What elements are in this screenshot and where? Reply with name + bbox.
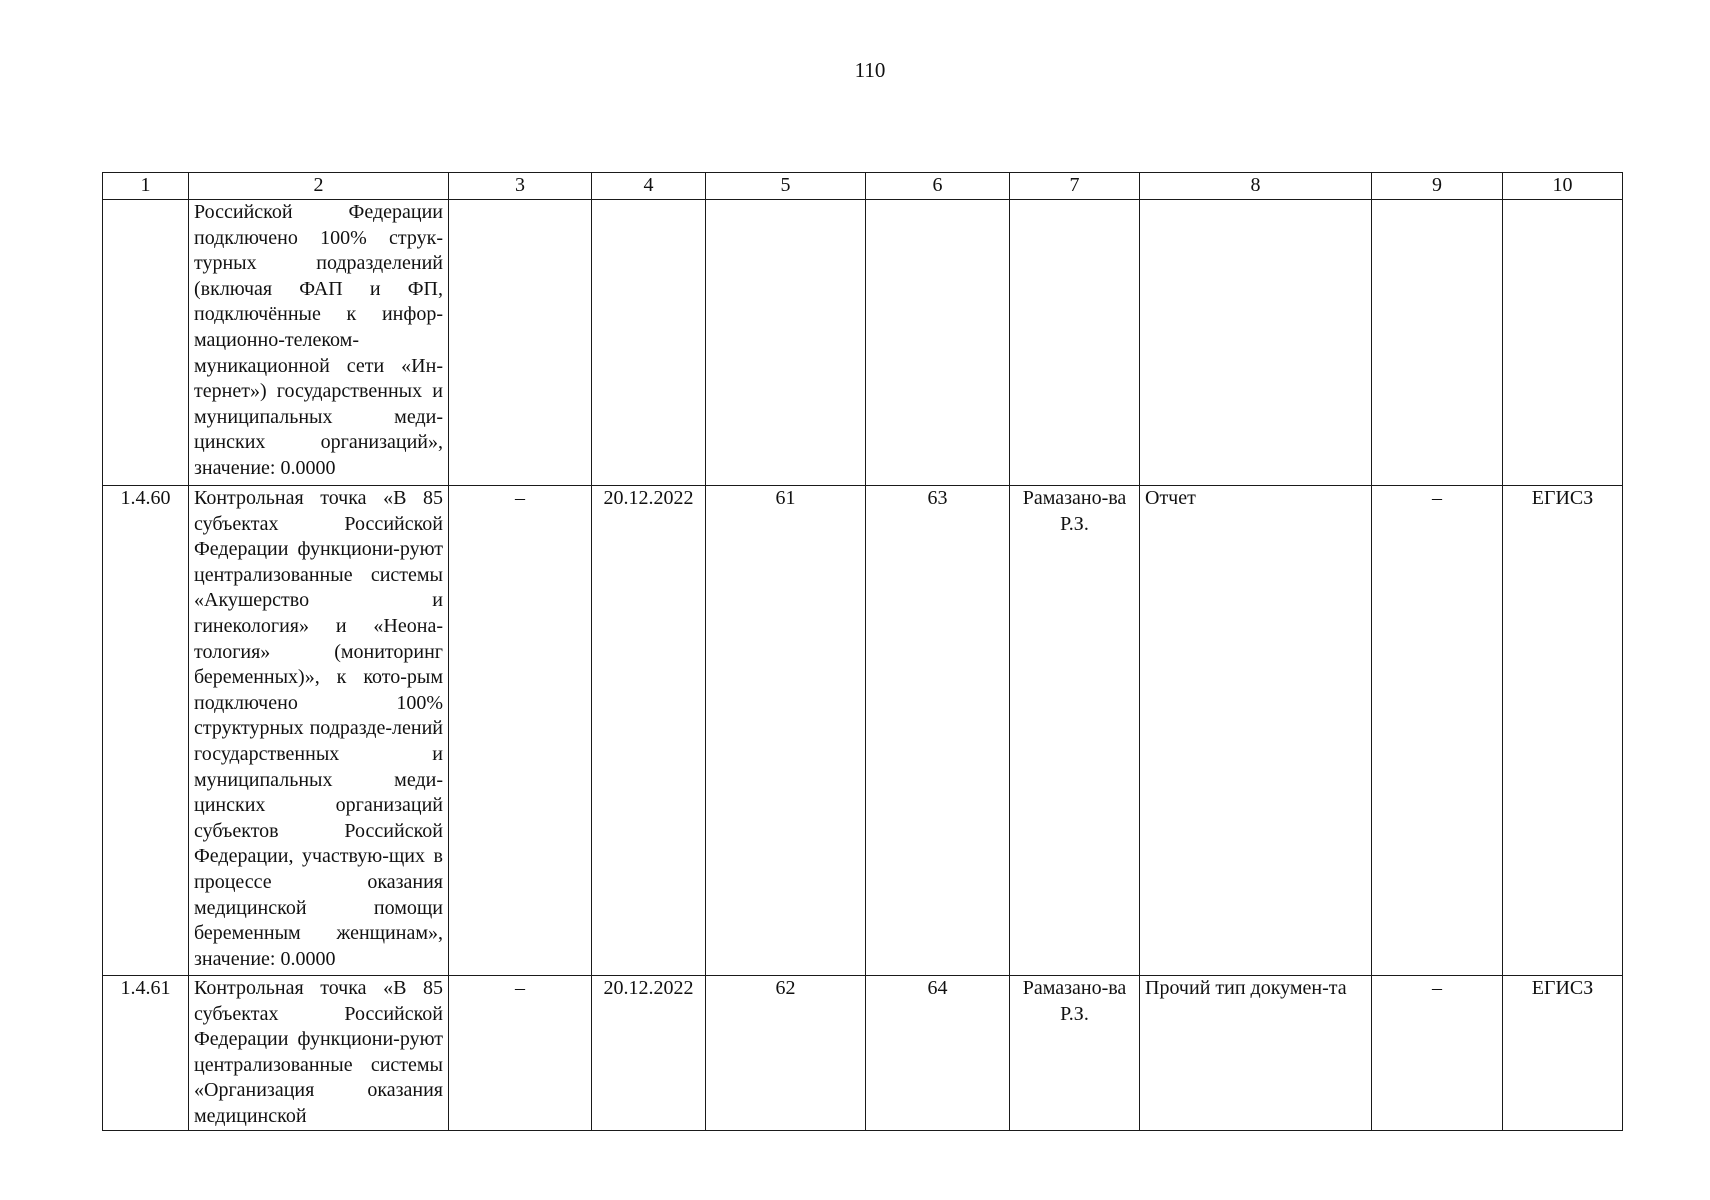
column-header-4: 4: [592, 173, 706, 200]
cell-col9: –: [1372, 976, 1503, 1131]
cell-col5: [706, 200, 866, 486]
cell-col3: –: [449, 976, 592, 1131]
table-row: [103, 976, 1623, 1131]
column-header-6: 6: [866, 173, 1010, 200]
cell-col6: [866, 200, 1010, 486]
cell-number: 1.4.61: [103, 976, 189, 1131]
cell-col9: –: [1372, 486, 1503, 976]
column-header-5: 5: [706, 173, 866, 200]
cell-system: [1503, 200, 1623, 486]
column-header-1: 1: [103, 173, 189, 200]
cell-description: Контрольная точка «В 85 субъектах Российской Федерации функциони-руют централизованные системы «Акушерство и гинекология» и «Неона-тология» (мониторинг беременных)», к кото-рым подключено 100% структурных подразде-лений государственных и муниципальных меди-цинских организаций субъектов Российской Федерации, участвую-щих в процессе оказания медицинской помощи беременным женщинам», значение: 0.0000: [189, 486, 449, 976]
table-header: [103, 173, 1623, 200]
cell-document-type: Отчет: [1140, 486, 1372, 976]
cell-date: [592, 200, 706, 486]
cell-system: ЕГИСЗ: [1503, 976, 1623, 1131]
column-header-2: 2: [189, 173, 449, 200]
cell-description: Российской Федерации подключено 100% струк-турных подразделений (включая ФАП и ФП, подключённые к инфор-мационно-телеком-муникационной сети «Ин-тернет») государственных и муниципальных меди-цинских организаций», значение: 0.0000: [189, 200, 449, 486]
column-header-3: 3: [449, 173, 592, 200]
cell-number: 1.4.60: [103, 486, 189, 976]
cell-number: [103, 200, 189, 486]
header-row: [103, 173, 1623, 200]
column-header-8: 8: [1140, 173, 1372, 200]
cell-col9: [1372, 200, 1503, 486]
document-table: [102, 172, 1623, 1131]
cell-responsible: Рамазано-ва Р.З.: [1010, 976, 1140, 1131]
cell-col5: 62: [706, 976, 866, 1131]
cell-col6: 63: [866, 486, 1010, 976]
table-body: [103, 200, 1623, 1131]
cell-col3: –: [449, 486, 592, 976]
column-header-9: 9: [1372, 173, 1503, 200]
cell-responsible: [1010, 200, 1140, 486]
cell-date: 20.12.2022: [592, 976, 706, 1131]
cell-document-type: [1140, 200, 1372, 486]
cell-col6: 64: [866, 976, 1010, 1131]
cell-system: ЕГИСЗ: [1503, 486, 1623, 976]
cell-responsible: Рамазано-ва Р.З.: [1010, 486, 1140, 976]
column-header-7: 7: [1010, 173, 1140, 200]
cell-description: Контрольная точка «В 85 субъектах Российской Федерации функциони-руют централизованные системы «Организация оказания медицинской: [189, 976, 449, 1131]
cell-date: 20.12.2022: [592, 486, 706, 976]
column-header-10: 10: [1503, 173, 1623, 200]
cell-document-type: Прочий тип докумен-та: [1140, 976, 1372, 1131]
cell-col5: 61: [706, 486, 866, 976]
table-row: [103, 200, 1623, 486]
cell-col3: [449, 200, 592, 486]
page-number: 110: [854, 58, 886, 82]
table-row: [103, 486, 1623, 976]
